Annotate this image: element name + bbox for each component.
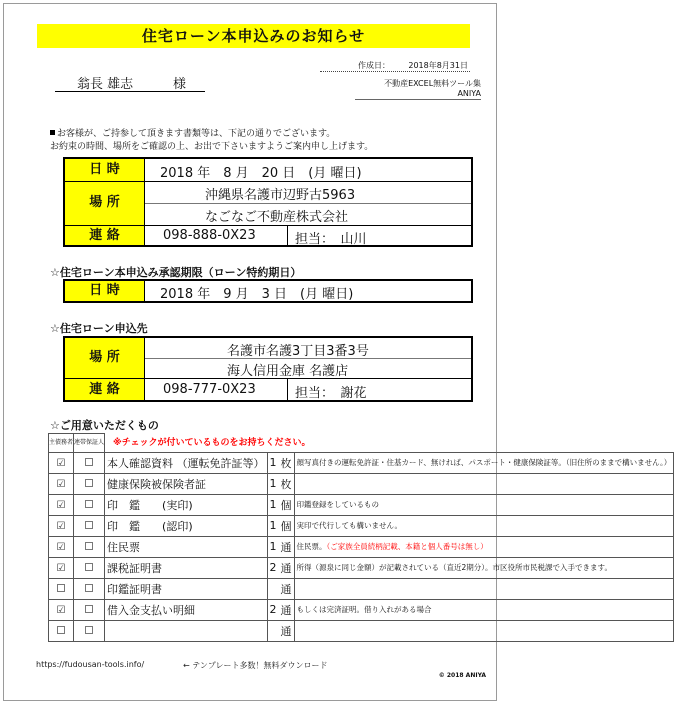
table-row xyxy=(49,515,674,536)
appointment-date-text: 2018 年 8 月 20 日 (月 曜日) xyxy=(160,166,362,181)
deadline-date-text: 2018 年 9 月 3 日 (月 曜日) xyxy=(160,287,354,302)
borrower-checkbox[interactable]: ☑ xyxy=(49,494,74,515)
item-unit: 枚 xyxy=(279,452,295,473)
table-row xyxy=(49,536,674,557)
table-row xyxy=(49,620,674,641)
intro-note-1: お客様が、ご持参して頂きます書類等は、下記の通りでございます。 xyxy=(57,129,336,139)
appointment-place-label: 場 所 xyxy=(65,181,145,225)
item-note xyxy=(294,620,674,641)
lender-heading: ☆住宅ローン申込先 xyxy=(50,322,148,335)
guarantor-checkbox[interactable] xyxy=(74,578,105,599)
customer-honorific: 様 xyxy=(173,77,187,92)
item-note xyxy=(294,473,674,494)
item-quantity: 1 xyxy=(267,473,279,494)
item-quantity xyxy=(267,578,279,599)
required-items-table xyxy=(48,433,674,642)
guarantor-checkbox[interactable] xyxy=(74,599,105,620)
item-quantity: 1 xyxy=(267,515,279,536)
item-note-text: 実印で代行しても構いません。 xyxy=(296,521,402,530)
item-note xyxy=(294,515,674,536)
deadline-date-label: 日 時 xyxy=(65,281,145,301)
item-unit: 通 xyxy=(279,578,295,599)
item-unit: 個 xyxy=(279,515,295,536)
item-quantity: 1 xyxy=(267,494,279,515)
page-title: 住宅ローン本申込みのお知らせ xyxy=(37,24,470,48)
appointment-box xyxy=(63,157,473,247)
item-name: 借入金支払い明細 xyxy=(105,599,268,620)
prep-warning: ※チェックが付いているものをお持ちください。 xyxy=(105,434,674,453)
table-header-row xyxy=(49,434,674,453)
appointment-contact-label: 連 絡 xyxy=(65,225,145,245)
appointment-address: 沖縄県名護市辺野古5963 xyxy=(205,188,356,203)
intro-notes xyxy=(50,128,373,154)
item-note-text: 印鑑登録をしているもの xyxy=(296,500,380,509)
copyright: © 2018 ANIYA xyxy=(438,672,486,679)
item-unit: 通 xyxy=(279,557,295,578)
item-name: 印鑑証明書 xyxy=(105,578,268,599)
table-row xyxy=(49,578,674,599)
borrower-checkbox[interactable]: ☑ xyxy=(49,473,74,494)
deadline-heading: ☆住宅ローン本申込み承認期限（ローン特約期日） xyxy=(50,266,302,279)
item-name: 印 鑑 (実印) xyxy=(105,494,268,515)
customer-name-line xyxy=(55,72,205,92)
lender-phone: 098-777-0X23 xyxy=(163,382,256,397)
borrower-checkbox[interactable]: ☑ xyxy=(49,536,74,557)
creation-date-label: 作成日： xyxy=(358,61,390,70)
item-name: 住民票 xyxy=(105,536,268,557)
guarantor-checkbox[interactable] xyxy=(74,536,105,557)
guarantor-checkbox[interactable] xyxy=(74,473,105,494)
intro-note-2: お約束の時間、場所をご確認の上、お出で下さいますようご案内申し上げます。 xyxy=(50,142,374,152)
table-row xyxy=(49,557,674,578)
guarantor-checkbox[interactable] xyxy=(74,452,105,473)
guarantor-checkbox[interactable] xyxy=(74,620,105,641)
table-row xyxy=(49,494,674,515)
column-header-borrower: 主債務者 xyxy=(49,434,74,453)
lender-address: 名護市名護3丁目3番3号 xyxy=(227,344,369,359)
borrower-checkbox[interactable]: ☑ xyxy=(49,599,74,620)
item-name: 健康保険被保険者証 xyxy=(105,473,268,494)
bullet-square-icon xyxy=(50,130,55,135)
item-note-text: 住民票。 xyxy=(296,542,327,551)
item-quantity: 1 xyxy=(267,536,279,557)
borrower-checkbox[interactable] xyxy=(49,578,74,599)
item-quantity: 2 xyxy=(267,557,279,578)
item-unit: 通 xyxy=(279,536,295,557)
item-note-text: もしくは完済証明。借り入れがある場合 xyxy=(296,605,432,614)
guarantor-checkbox[interactable] xyxy=(74,494,105,515)
deadline-box xyxy=(63,279,473,303)
creation-date-value: 2018年8月31日 xyxy=(408,61,468,70)
table-row xyxy=(49,473,674,494)
issuer-block xyxy=(355,79,481,100)
table-row xyxy=(49,452,674,473)
item-note-text: 所得（源泉に同じ金額）が記載されている（直近2期分）。市区役所市民税課で入手できます。 xyxy=(296,563,612,572)
item-note xyxy=(294,494,674,515)
item-note xyxy=(294,578,674,599)
borrower-checkbox[interactable]: ☑ xyxy=(49,515,74,536)
item-unit: 通 xyxy=(279,620,295,641)
footer-url[interactable]: https://fudousan-tools.info/ xyxy=(36,660,145,669)
footer-promo: ← テンプレート多数！無料ダウンロード xyxy=(183,661,328,670)
borrower-checkbox[interactable]: ☑ xyxy=(49,557,74,578)
item-note xyxy=(294,557,674,578)
lender-person: 担当： 謝花 xyxy=(295,386,367,401)
item-unit: 通 xyxy=(279,599,295,620)
prep-heading: ☆ご用意いただくもの xyxy=(50,419,159,432)
item-name: 印 鑑 (認印) xyxy=(105,515,268,536)
item-unit: 枚 xyxy=(279,473,295,494)
item-unit: 個 xyxy=(279,494,295,515)
star-icon: ☆ xyxy=(50,266,60,279)
lender-box xyxy=(63,336,473,402)
guarantor-checkbox[interactable] xyxy=(74,515,105,536)
item-note-text: 顔写真付きの運転免許証・住基カード、無ければ、パスポート・健康保険証等。（旧住所のままで構いません。） xyxy=(296,458,672,467)
item-note xyxy=(294,536,674,557)
appointment-phone: 098-888-0X23 xyxy=(163,228,256,243)
column-header-guarantor: 連帯保証人 xyxy=(74,434,105,453)
item-name: 本人確認資料 （運転免許証等） xyxy=(105,452,268,473)
issuer-line: ANIYA xyxy=(457,89,481,98)
item-quantity: 1 xyxy=(267,452,279,473)
star-icon: ☆ xyxy=(50,419,60,432)
item-name xyxy=(105,620,268,641)
creation-date xyxy=(320,60,470,72)
table-row xyxy=(49,599,674,620)
item-quantity: 2 xyxy=(267,599,279,620)
item-note xyxy=(294,452,674,473)
borrower-checkbox[interactable]: ☑ xyxy=(49,452,74,473)
star-icon: ☆ xyxy=(50,322,60,335)
borrower-checkbox[interactable] xyxy=(49,620,74,641)
appointment-company: なごなご不動産株式会社 xyxy=(205,210,349,225)
issuer-line: 不動産EXCEL無料ツール集 xyxy=(384,79,481,88)
guarantor-checkbox[interactable] xyxy=(74,557,105,578)
item-name: 課税証明書 xyxy=(105,557,268,578)
appointment-person: 担当： 山川 xyxy=(295,232,367,247)
lender-contact-label: 連 絡 xyxy=(65,378,145,400)
item-note xyxy=(294,599,674,620)
lender-place-label: 場 所 xyxy=(65,338,145,378)
lender-branch: 海人信用金庫 名護店 xyxy=(227,364,349,379)
appointment-date-label: 日 時 xyxy=(65,159,145,181)
item-quantity xyxy=(267,620,279,641)
item-note-warning: （ご家族全員続柄記載、本籍と個人番号は無し） xyxy=(326,542,488,551)
customer-name: 翁長 雄志 xyxy=(77,77,134,92)
